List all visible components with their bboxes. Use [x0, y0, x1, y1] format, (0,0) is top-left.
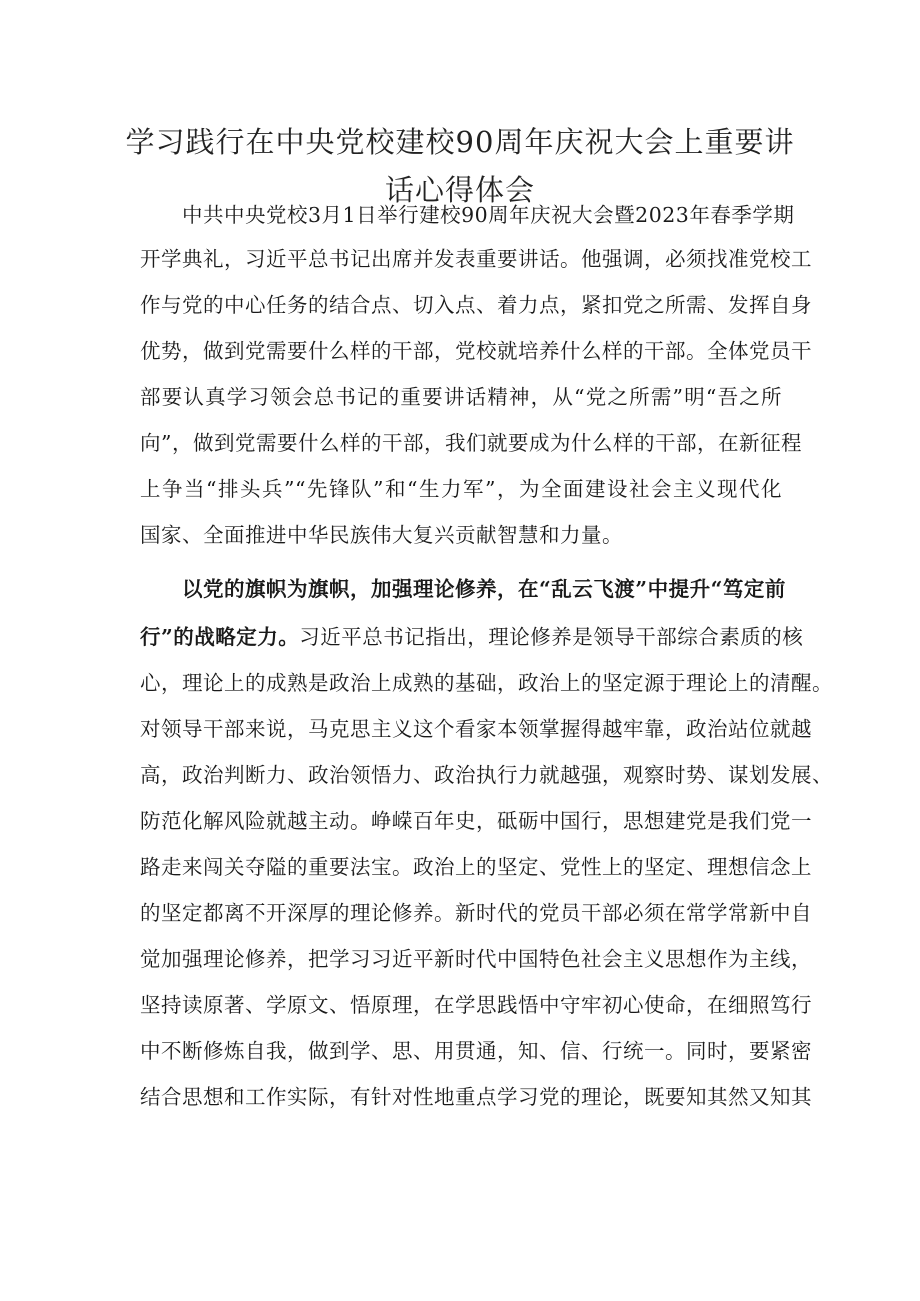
paragraph-2-line: 防范化解风险就越主动。峥嵘百年史，砥砺中国行，思想建党是我们党一	[140, 809, 812, 833]
paragraph-2-line	[140, 622, 804, 652]
paragraph-2-text: 习近平总书记指出，理论修养是领导干部综合素质的核	[299, 625, 804, 649]
paragraph-2-heading-end: 行”的战略定力。	[140, 625, 300, 649]
document-title-line-2: 话心得体会	[384, 173, 535, 207]
paragraph-2-line: 觉加强理论修养，把学习习近平新时代中国特色社会主义思想作为主线，	[140, 947, 812, 971]
paragraph-2-line: 高，政治判断力、政治领悟力、政治执行力就越强，观察时势、谋划发展、	[140, 763, 833, 787]
paragraph-2-line: 心，理论上的成熟是政治上成熟的基础，政治上的坚定源于理论上的清醒。	[140, 671, 833, 695]
paragraph-2-heading: 以党的旗帜为旗帜，加强理论修养，在“乱云飞渡”中提升“笃定前	[182, 577, 786, 601]
paragraph-2-line: 的坚定都离不开深厚的理论修养。新时代的党员干部必须在常学常新中自	[140, 901, 812, 925]
paragraph-1-line: 优势，做到党需要什么样的干部，党校就培养什么样的干部。全体党员干	[140, 339, 812, 363]
paragraph-1-line: 开学典礼，习近平总书记出席并发表重要讲话。他强调，必须找准党校工	[140, 247, 812, 271]
document-title-line-1: 学习践行在中央党校建校90周年庆祝大会上重要讲	[125, 125, 795, 159]
paragraph-2-line: 坚持读原著、学原文、悟原理，在学思践悟中守牢初心使命，在细照笃行	[140, 993, 812, 1017]
paragraph-1-line: 部要认真学习领会总书记的重要讲话精神，从“党之所需”明“吾之所	[140, 385, 782, 409]
paragraph-1-line: 作与党的中心任务的结合点、切入点、着力点，紧扣党之所需、发挥自身	[140, 293, 812, 317]
paragraph-1-line: 向”，做到党需要什么样的干部，我们就要成为什么样的干部，在新征程	[140, 431, 802, 455]
paragraph-2-line: 路走来闯关夺隘的重要法宝。政治上的坚定、党性上的坚定、理想信念上	[140, 855, 812, 879]
paragraph-1-line: 国家、全面推进中华民族伟大复兴贡献智慧和力量。	[140, 523, 623, 547]
paragraph-2-line: 对领导干部来说，马克思主义这个看家本领掌握得越牢靠，政治站位就越	[140, 717, 812, 741]
paragraph-1-line: 中共中央党校3月1日举行建校90周年庆祝大会暨2023年春季学期	[182, 203, 795, 227]
paragraph-2-line: 中不断修炼自我，做到学、思、用贯通，知、信、行统一。同时，要紧密	[140, 1039, 812, 1063]
paragraph-1-line: 上争当“排头兵”“先锋队”和“生力军”，为全面建设社会主义现代化	[140, 477, 782, 501]
paragraph-2-line: 结合思想和工作实际，有针对性地重点学习党的理论，既要知其然又知其	[140, 1085, 812, 1109]
